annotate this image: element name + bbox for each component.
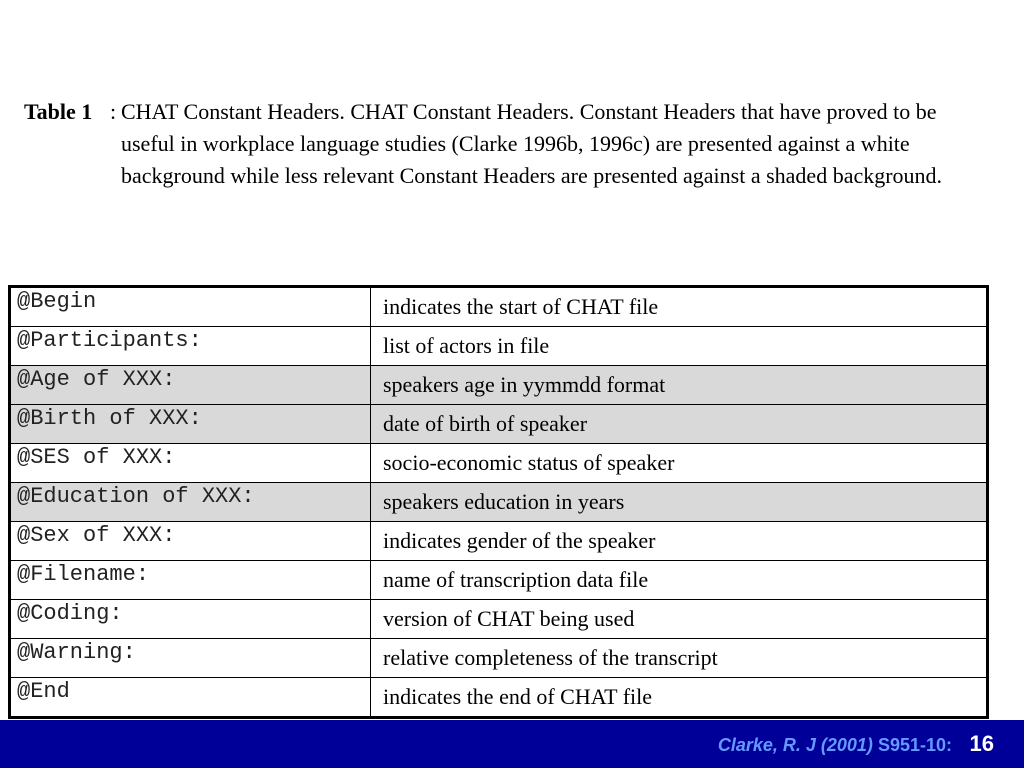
caption-separator: : — [110, 99, 117, 124]
table-row — [10, 405, 988, 444]
constant-headers-table — [8, 285, 989, 719]
header-description-cell: list of actors in file — [371, 327, 988, 366]
header-description-cell: speakers education in years — [371, 483, 988, 522]
header-code-cell: @End — [10, 678, 371, 718]
header-description-cell: socio-economic status of speaker — [371, 444, 988, 483]
header-code-cell: @SES of XXX: — [10, 444, 371, 483]
table-row — [10, 366, 988, 405]
table-row — [10, 287, 988, 327]
table-row — [10, 483, 988, 522]
table-row — [10, 522, 988, 561]
header-code-cell: @Filename: — [10, 561, 371, 600]
table-row — [10, 327, 988, 366]
header-description-cell: indicates gender of the speaker — [371, 522, 988, 561]
header-code-cell: @Coding: — [10, 600, 371, 639]
footer-bar — [0, 720, 1024, 768]
citation-author: Clarke, R. J (2001) — [717, 735, 873, 755]
header-description-cell: indicates the start of CHAT file — [371, 287, 988, 327]
header-description-cell: relative completeness of the transcript — [371, 639, 988, 678]
header-code-cell: @Participants: — [10, 327, 371, 366]
header-description-cell: speakers age in yymmdd format — [371, 366, 988, 405]
table-body — [10, 287, 988, 718]
header-description-cell: name of transcription data file — [371, 561, 988, 600]
citation-ref: S951-10: — [877, 735, 952, 755]
header-code-cell: @Birth of XXX: — [10, 405, 371, 444]
header-code-cell: @Begin — [10, 287, 371, 327]
table-row — [10, 678, 988, 718]
header-description-cell: version of CHAT being used — [371, 600, 988, 639]
header-description-cell: indicates the end of CHAT file — [371, 678, 988, 718]
header-code-cell: @Warning: — [10, 639, 371, 678]
table-row — [10, 444, 988, 483]
caption-label: Table 1 — [24, 99, 93, 124]
citation — [718, 735, 952, 756]
table-row — [10, 600, 988, 639]
caption-text: CHAT Constant Headers. CHAT Constant Headers. Constant Headers that have proved to be useful in workplace language studies (Clarke 1996b, 1996c) are presented against a white background while less relevant Constant Headers are presented against a shaded background. — [121, 99, 943, 188]
header-code-cell: @Education of XXX: — [10, 483, 371, 522]
table-row — [10, 639, 988, 678]
header-description-cell: date of birth of speaker — [371, 405, 988, 444]
header-code-cell: @Sex of XXX: — [10, 522, 371, 561]
table-row — [10, 561, 988, 600]
header-code-cell: @Age of XXX: — [10, 366, 371, 405]
page-number: 16 — [969, 731, 994, 756]
